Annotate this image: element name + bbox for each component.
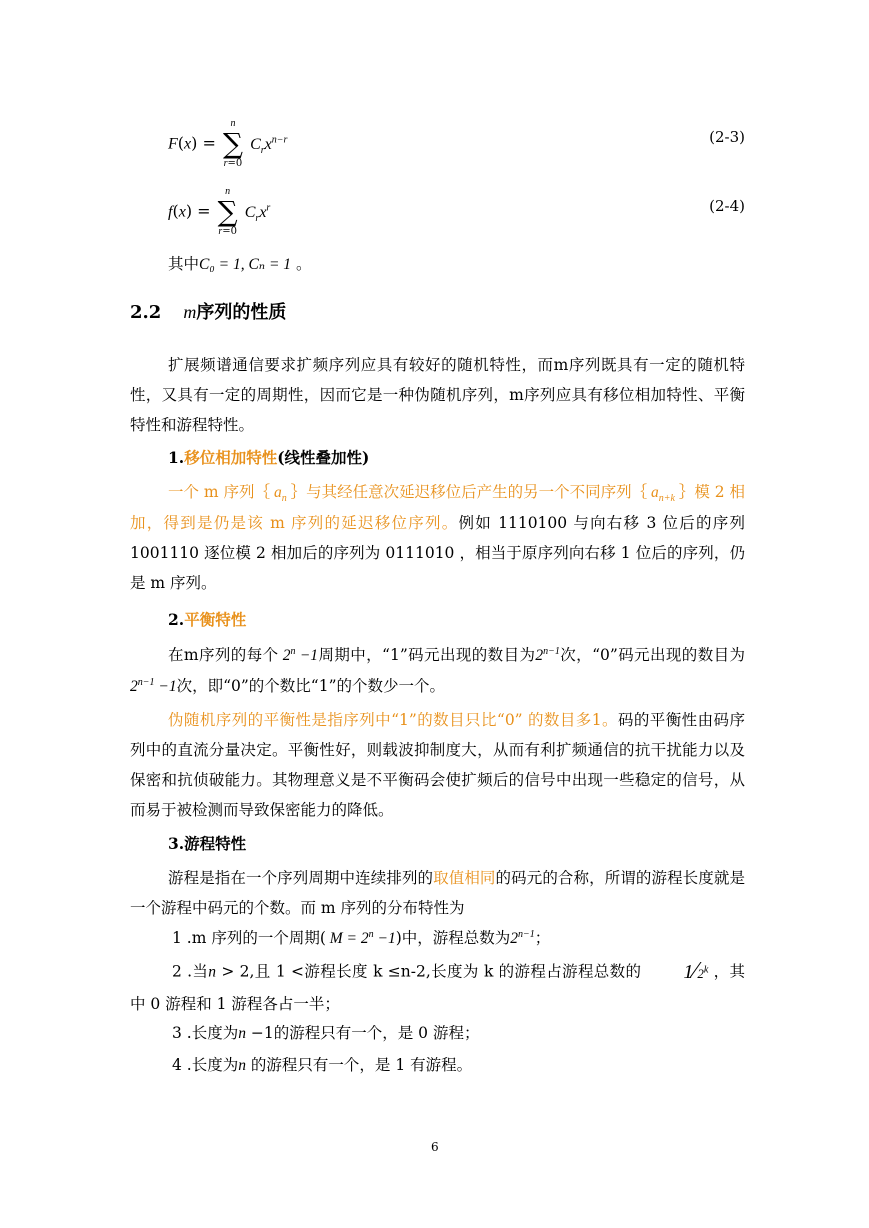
subsection-heading-1: 1.移位相加特性(线性叠加性) xyxy=(168,448,370,467)
equation-2-3: F(x) = n ∑ r=0 $C_rx^{n-r}$ xyxy=(168,118,288,169)
balance-meaning-paragraph: 伪随机序列的平衡性是指序列中“1”的数目只比“0” 的数目多1。码的平衡性由码序列中的直流分量决定。平衡性好，则载波抑制度大，从而有利扩频通信的抗干扰能力以及保密和抗侦破能力。其物理意义是不平衡码会使扩频后的信号中出现一些稳定的信号，从而易于被检测而导致保密能力的降低。 xyxy=(130,711,745,819)
subsection-heading-3: 3.游程特性 xyxy=(168,834,247,853)
shift-add-paragraph: 一个 m 序列｛ $a_n$ ｝与其经任意次延迟移位后产生的另一个不同序列｛ $a_{n+k}$ ｝模 2 相加，得到是仍是该 m 序列的延迟移位序列。例如 1110100 与向右移 3 位后的序列 1001110 逐位模 2 相加后的序列为 0111010 ，相当于原序列向右移 1 位后的序列，仍是 m 序列。 xyxy=(130,483,746,592)
run-paragraph: 游程是指在一个序列周期中连续排列的取值相同的码元的合称，所谓的游程长度就是一个游程中码元的个数。而 m 序列的分布特性为 xyxy=(130,869,745,917)
page-number: 6 xyxy=(431,1140,439,1154)
section-heading: 2.2 m序列的性质 xyxy=(130,302,287,323)
run-item-3: 3 .长度为n −1的游程只有一个，是 0 游程； xyxy=(172,1024,480,1042)
run-item-4: 4 .长度为n 的游程只有一个，是 1 有游程。 xyxy=(172,1056,473,1074)
equation-label-2-4: (2-4) xyxy=(709,197,745,215)
subsection-heading-2: 2.平衡特性 xyxy=(168,610,247,629)
equation-label-2-3: (2-3) xyxy=(709,128,745,146)
equation-2-4: f(x) = n ∑ r=0 $C_rx^r$ xyxy=(168,186,271,237)
coefficient-note: 其中C₀ = 1, Cₙ = 1 。 xyxy=(168,255,312,273)
intro-paragraph: 扩展频谱通信要求扩频序列应具有较好的随机特性，而m序列既具有一定的随机特性，又具有一定的周期性，因而它是一种伪随机序列，m序列应具有移位相加特性、平衡特性和游程特性。 xyxy=(130,356,745,434)
run-item-1: 1 .m 序列的一个周期( $M = 2^n -1$)中，游程总数为$2^{n-1}$； xyxy=(172,928,551,947)
run-item-2: 2 .当n > 2,且 1 <游程长度 k ≤n-2,长度为 k 的游程占游程总数的 1⁄2$^k$ ，其中 0 游程和 1 游程各占一半； xyxy=(130,958,746,1013)
balance-paragraph: 在m序列的每个 $2^n -1$周期中，“1”码元出现的数目为$2^{n-1}$次，“0”码元出现的数目为$2^{n-1} -1$次，即“0”的个数比“1”的个数少一个。 xyxy=(130,645,745,695)
